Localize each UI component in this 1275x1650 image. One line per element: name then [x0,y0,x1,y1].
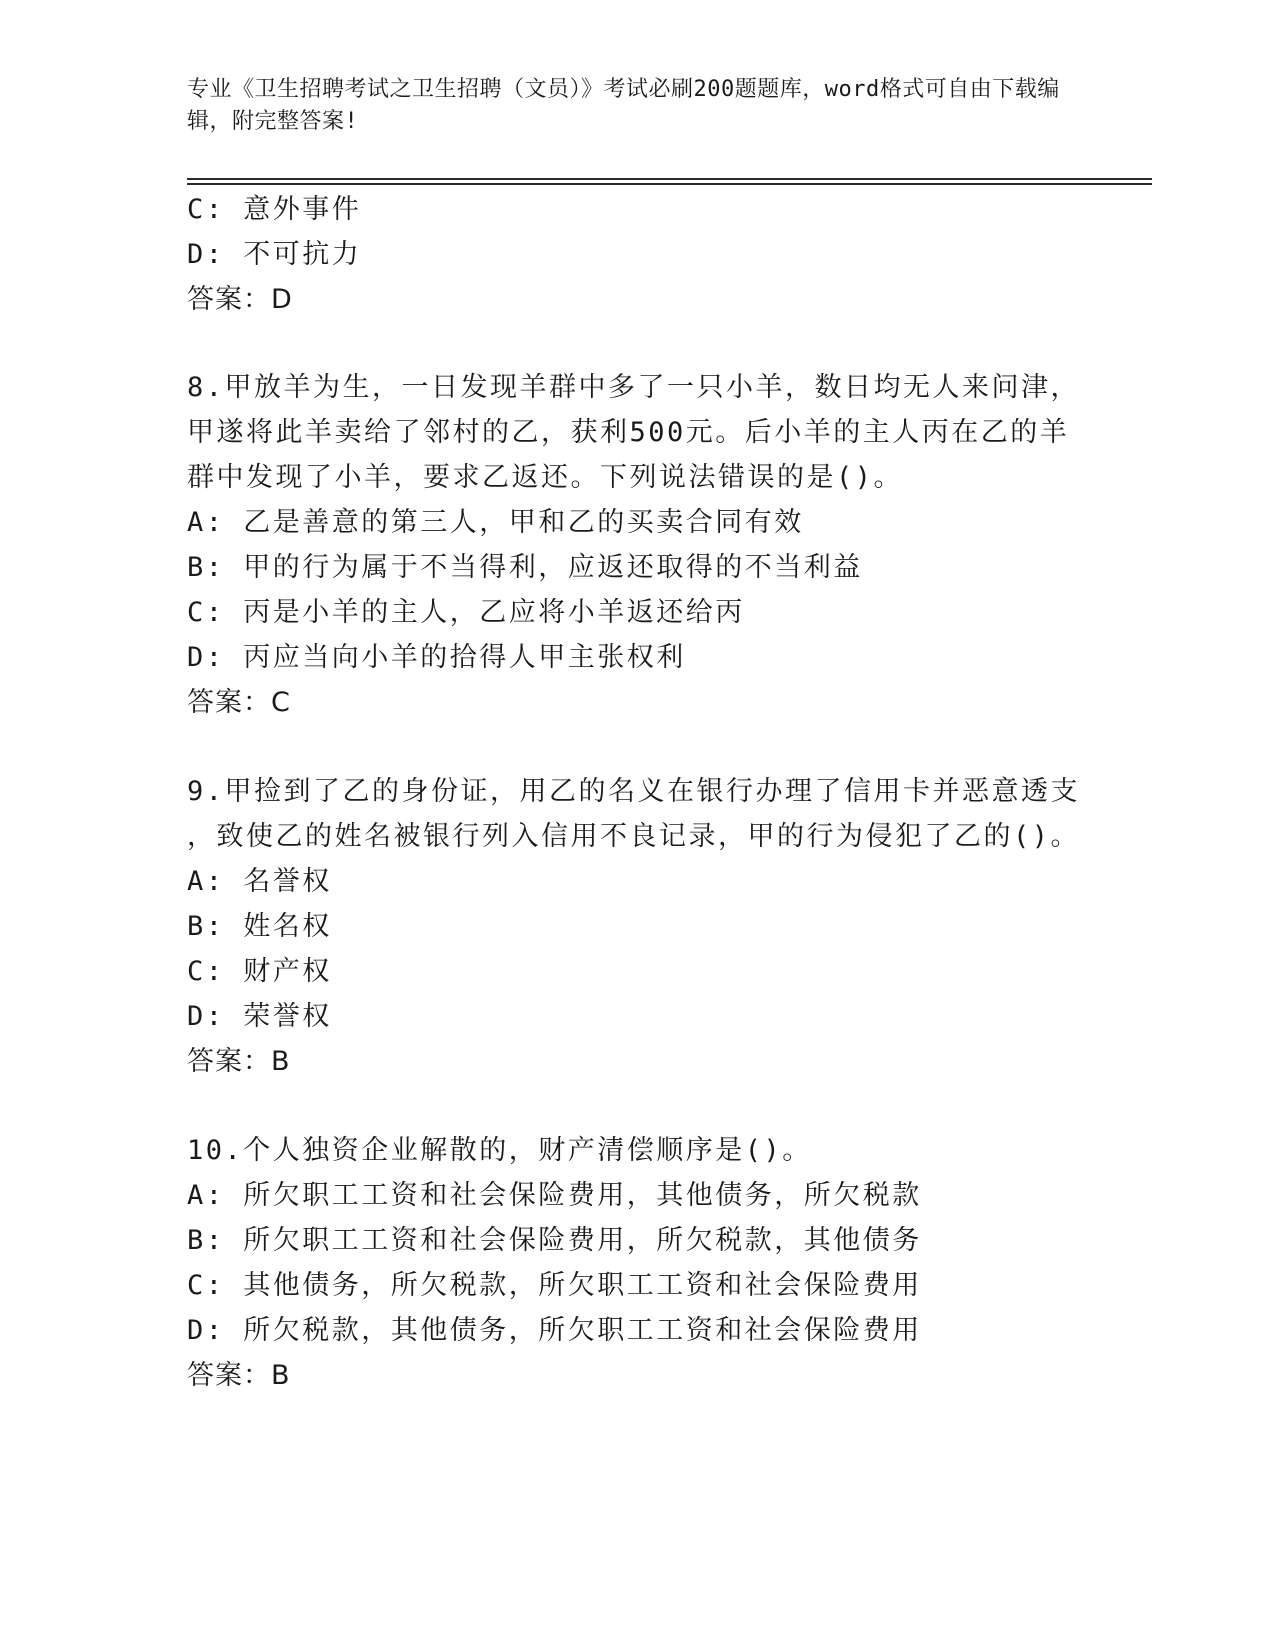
document-header-title: 专业《卫生招聘考试之卫生招聘（文员）》考试必刷200题题库，word格式可自由下载编辑，附完整答案! [187,77,1060,134]
prev-answer: 答案：D [187,284,293,315]
q8-option-c: C: 丙是小羊的主人，乙应将小羊返还给丙 [187,597,745,628]
q10-option-a: A: 所欠职工工资和社会保险费用，其他债务，所欠税款 [187,1180,922,1211]
q9-option-d: D: 荣誉权 [187,1001,332,1032]
q10-option-d: D: 所欠税款，其他债务，所欠职工工资和社会保险费用 [187,1315,922,1346]
q10-answer: 答案：B [187,1360,291,1391]
header-divider-top [187,178,1152,180]
prev-option-c: C: 意外事件 [187,194,362,225]
header-divider-bottom [187,183,1152,185]
q8-answer: 答案：C [187,687,291,718]
q9-stem-line-2: ，致使乙的姓名被银行列入信用不良记录，甲的行为侵犯了乙的()。 [187,821,1081,852]
q9-option-b: B: 姓名权 [187,911,332,942]
q8-option-a: A: 乙是善意的第三人，甲和乙的买卖合同有效 [187,507,804,538]
q9-answer: 答案：B [187,1046,291,1077]
q8-stem-line-3: 群中发现了小羊，要求乙返还。下列说法错误的是()。 [187,462,904,493]
prev-option-d: D: 不可抗力 [187,239,362,270]
q8-stem-line-2: 甲遂将此羊卖给了邻村的乙，获利500元。后小羊的主人丙在乙的羊 [187,417,1070,448]
q8-stem-line-1: 8.甲放羊为生，一日发现羊群中多了一只小羊，数日均无人来问津， [187,372,1081,403]
q9-option-a: A: 名誉权 [187,866,332,897]
q10-stem-line-1: 10.个人独资企业解散的，财产清偿顺序是()。 [187,1135,812,1166]
q8-option-d: D: 丙应当向小羊的拾得人甲主张权利 [187,642,686,673]
q9-option-c: C: 财产权 [187,956,332,987]
q9-stem-line-1: 9.甲捡到了乙的身份证，用乙的名义在银行办理了信用卡并恶意透支 [187,776,1081,807]
q8-option-b: B: 甲的行为属于不当得利，应返还取得的不当利益 [187,552,863,583]
q10-option-b: B: 所欠职工工资和社会保险费用，所欠税款，其他债务 [187,1225,922,1256]
q10-option-c: C: 其他债务，所欠税款，所欠职工工资和社会保险费用 [187,1270,922,1301]
